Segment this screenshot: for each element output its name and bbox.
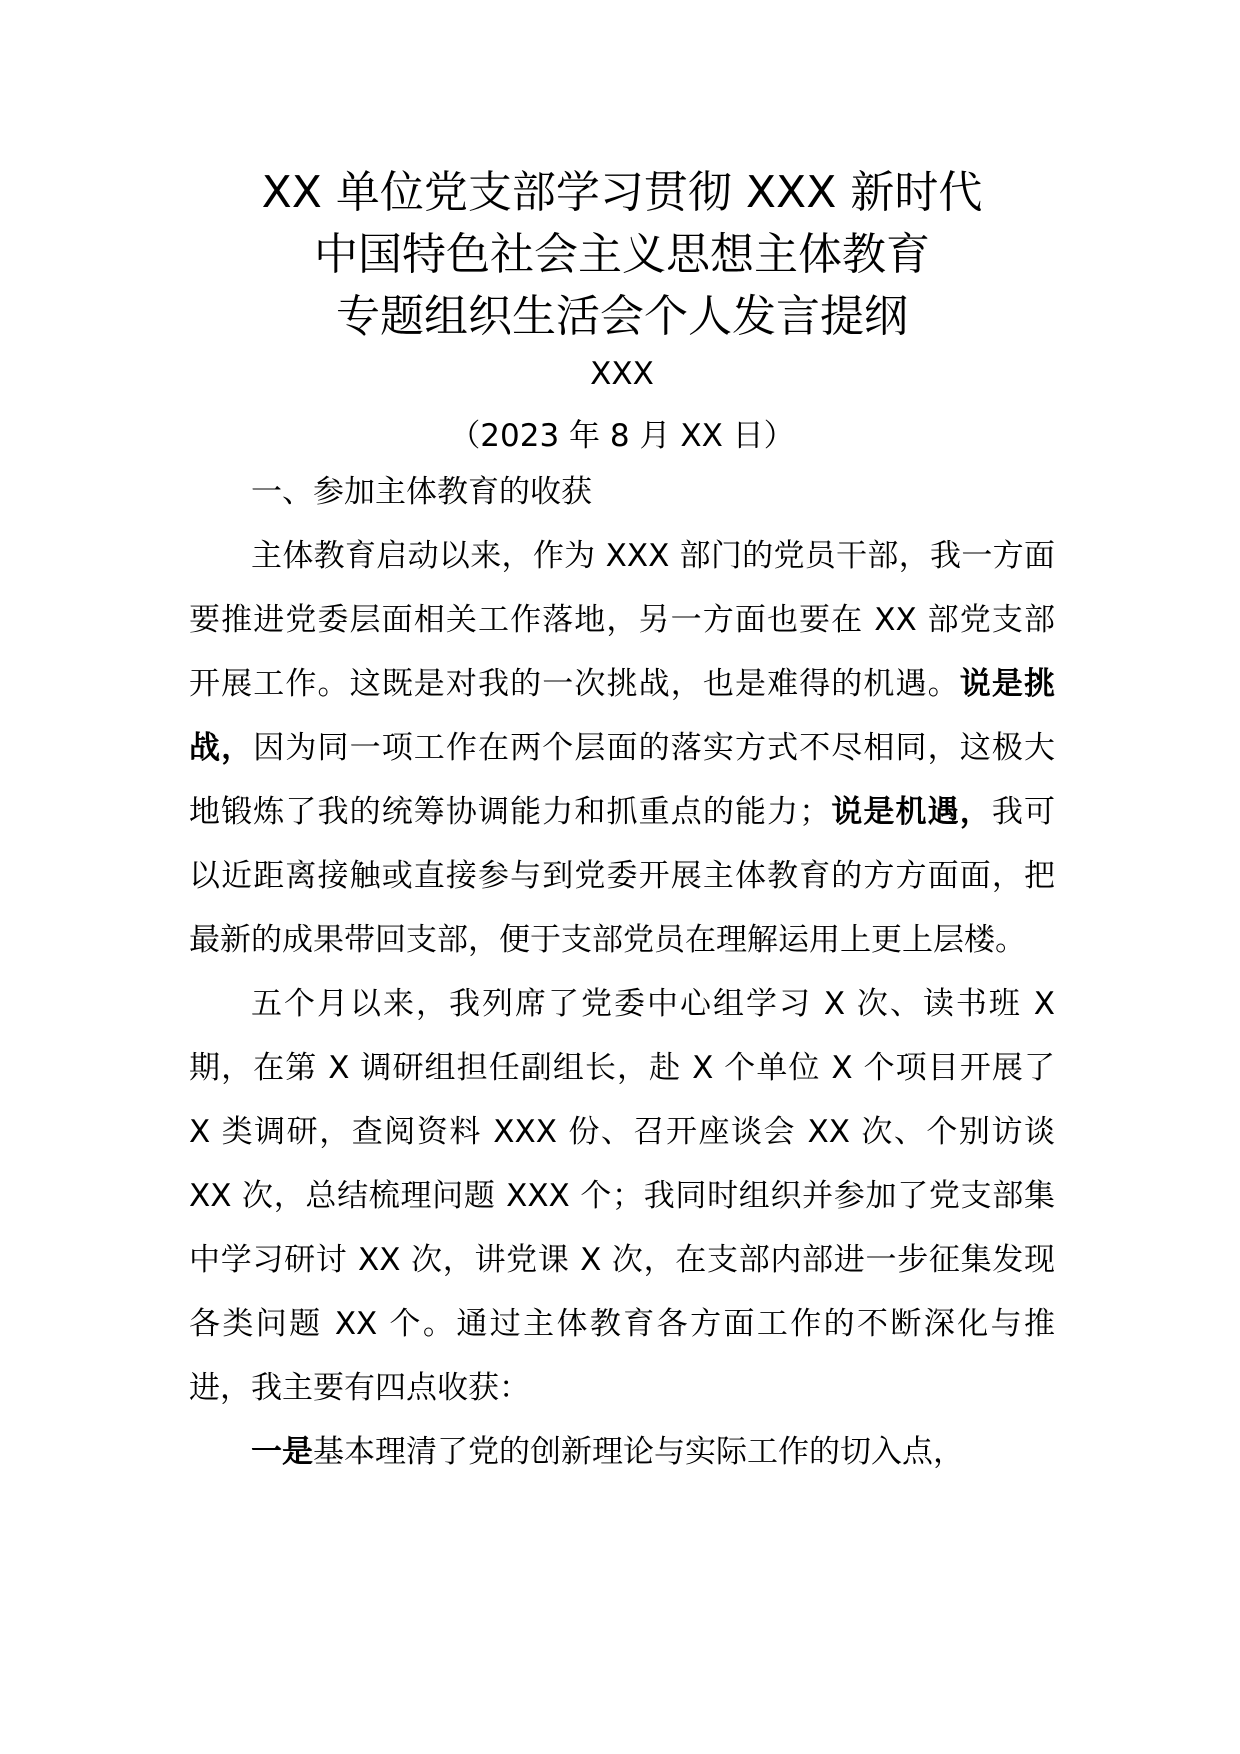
- title-line-2: 中国特色社会主义思想主体教育: [314, 229, 930, 280]
- document-page: [189, 162, 1055, 1484]
- paragraph-1: [189, 524, 1055, 972]
- paragraph-1-text-b: 因为同一项工作在两个层面的落实方式不尽相同，这极大地锻炼了我的统筹协调能力和抓重点的能力；: [189, 730, 1056, 830]
- document-title: [189, 162, 1055, 348]
- paragraph-1-text-c: 我可以近距离接触或直接参与到党委开展主体教育的方方面面，把最新的成果带回支部，便于支部党员在理解运用上更上层楼。: [189, 794, 1056, 958]
- document-date: （2023 年 8 月 XX 日）: [449, 418, 795, 454]
- section-heading: 一、参加主体教育的收获: [251, 474, 592, 510]
- title-line-1: XX 单位党支部学习贯彻 XXX 新时代: [261, 167, 983, 218]
- title-line-3: 专题组织生活会个人发言提纲: [336, 291, 908, 342]
- paragraph-2: 五个月以来，我列席了党委中心组学习 X 次、读书班 X 期，在第 X 调研组担任副组长，赴 X 个单位 X 个项目开展了 X 类调研，查阅资料 XXX 份、召开座谈会 XX 次、个别访谈 XX 次，总结梳理问题 XXX 个；我同时组织并参加了党支部集中学习研讨 XX 次，讲党课 X 次，在支部内部进一步征集发现各类问题 XX 个。通过主体教育各方面工作的不断深化与推进，我主要有四点收获：: [189, 986, 1055, 1406]
- paragraph-1-bold-a: 说是挑战，: [189, 666, 1056, 766]
- paragraph-3-bold: 一是: [251, 1434, 313, 1470]
- paragraph-1-text-a: 主体教育启动以来，作为 XXX 部门的党员干部，我一方面要推进党委层面相关工作落地，另一方面也要在 XX 部党支部开展工作。这既是对我的一次挑战，也是难得的机遇。: [189, 538, 1055, 702]
- paragraph-3: [189, 1420, 1055, 1484]
- paragraph-1-bold-b: 说是机遇，: [830, 794, 992, 830]
- paragraph-3-text: 基本理清了党的创新理论与实际工作的切入点，: [313, 1434, 964, 1470]
- author-name: XXX: [590, 356, 654, 392]
